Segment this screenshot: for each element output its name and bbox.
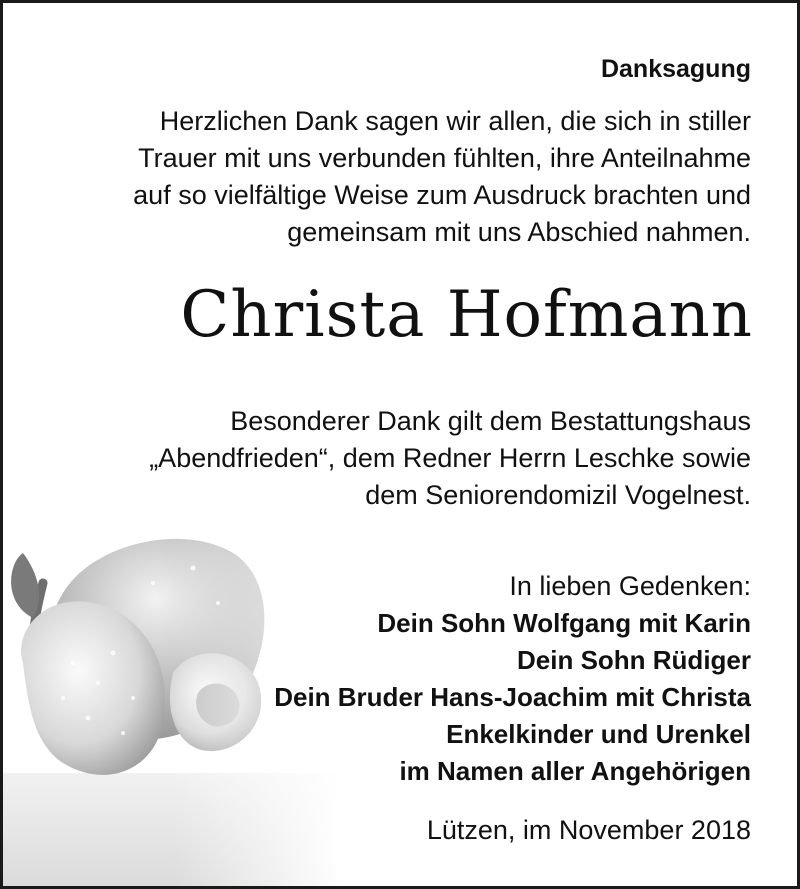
thanks-line: Besonderer Dank gilt dem Bestattungshaus bbox=[230, 406, 751, 436]
mourner: Dein Bruder Hans-Joachim mit Christa bbox=[274, 682, 751, 712]
deceased-name: Christa Hofmann bbox=[180, 278, 753, 352]
notice-heading: Danksagung bbox=[600, 55, 751, 83]
thanks-line: dem Seniorendomizil Vogelnest. bbox=[365, 480, 751, 510]
intro-line: gemeinsam mit uns Abschied nahmen. bbox=[287, 217, 751, 247]
intro-line: auf so vielfältige Weise zum Ausdruck brachten und bbox=[133, 180, 751, 210]
thanks-line: „Abendfrieden“, dem Redner Herrn Leschke sowie bbox=[149, 443, 751, 473]
mourners-list bbox=[274, 568, 751, 790]
memory-intro: In lieben Gedenken: bbox=[509, 571, 751, 601]
intro-text bbox=[133, 103, 751, 251]
special-thanks bbox=[149, 403, 751, 514]
mourner: Enkelkinder und Urenkel bbox=[446, 719, 751, 749]
mourner: Dein Sohn Rüdiger bbox=[517, 645, 751, 675]
mourner: im Namen aller Angehörigen bbox=[399, 756, 751, 786]
intro-line: Trauer mit uns verbunden fühlten, ihre Anteilnahme bbox=[138, 143, 751, 173]
mourner: Dein Sohn Wolfgang mit Karin bbox=[377, 608, 751, 638]
place-date: Lützen, im November 2018 bbox=[426, 815, 751, 845]
intro-line: Herzlichen Dank sagen wir allen, die sich in stiller bbox=[159, 106, 751, 136]
